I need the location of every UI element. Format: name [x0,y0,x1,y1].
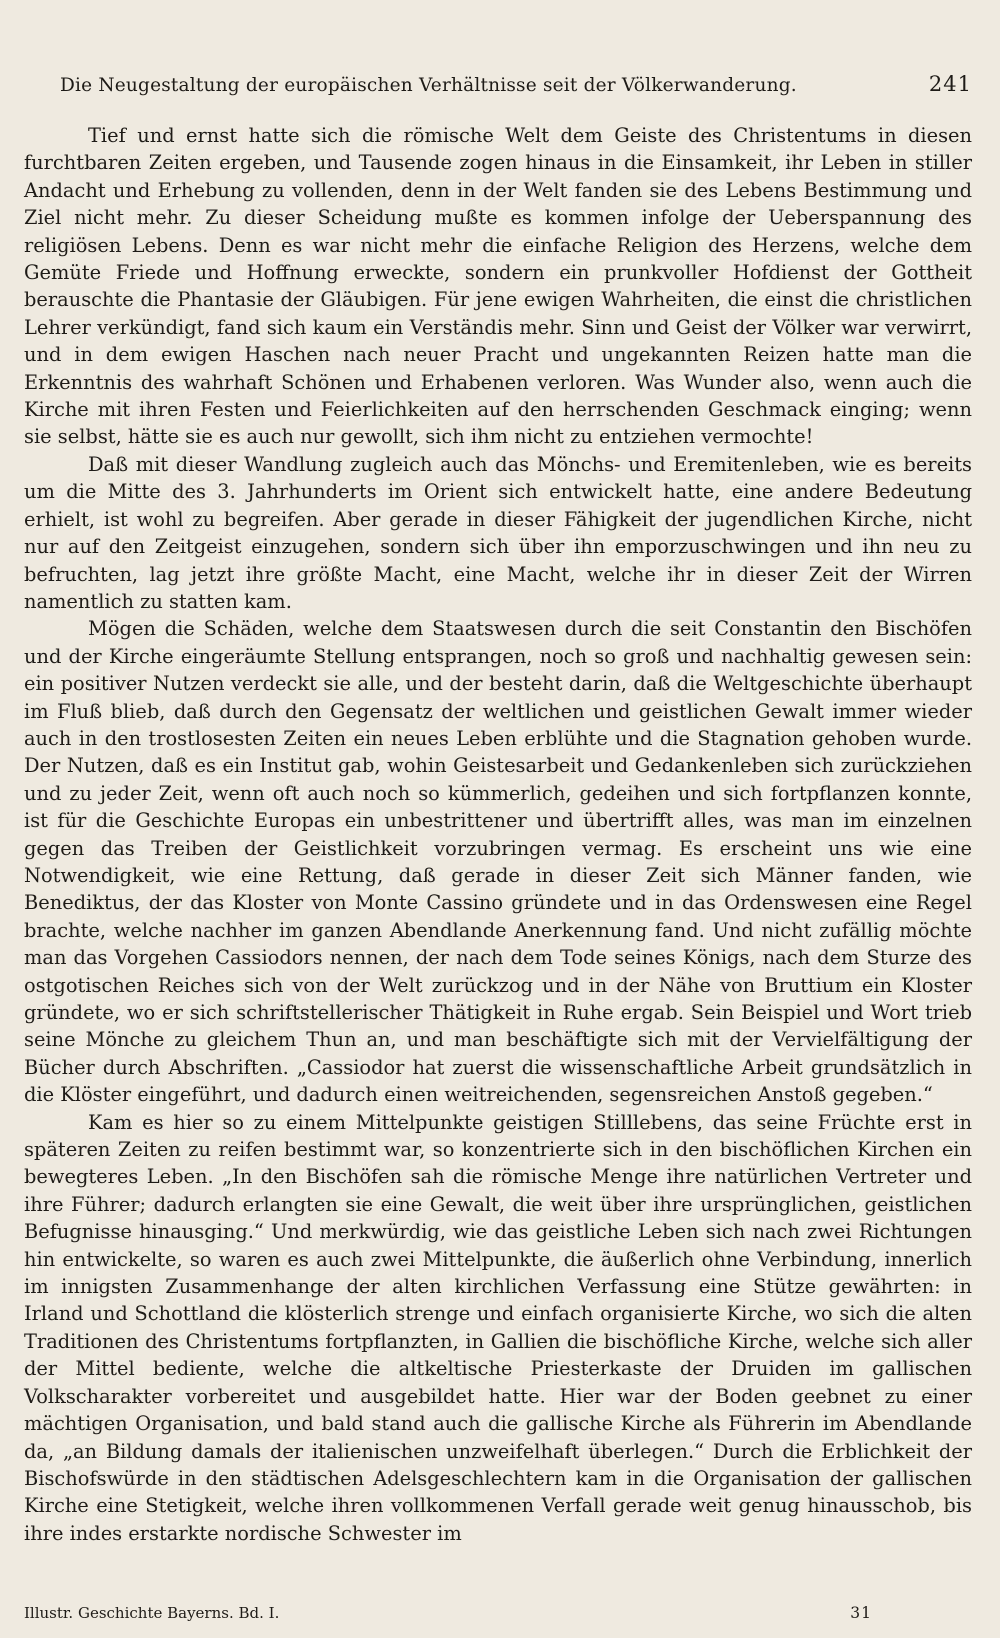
paragraph-1: Tief und ernst hatte sich die römische Welt dem Geiste des Christentums in diesen furchtbaren Zeiten ergeben, und Tausende zogen hinaus in die Einsamkeit, ihr Leben in stiller Andacht und Erhebung zu vollenden, denn in der Welt fanden sie des Lebens Bestimmung und Ziel nicht mehr. Zu dieser Scheidung mußte es kommen infolge der Ueberspannung des religiösen Lebens. Denn es war nicht mehr die einfache Religion des Herzens, welche dem Gemüte Friede und Hoffnung erweckte, sondern ein prunkvoller Hofdienst der Gottheit berauschte die Phantasie der Gläubigen. Für jene ewigen Wahrheiten, die einst die christlichen Lehrer verkündigt, fand sich kaum ein Verständis mehr. Sinn und Geist der Völker war verwirrt, und in dem ewigen Haschen nach neuer Pracht und ungekannten Reizen hatte man die Erkenntnis des wahrhaft Schönen und Erhabenen verloren. Was Wunder also, wenn auch die Kirche mit ihren Festen und Feierlichkeiten auf den herrschenden Geschmack einging; wenn sie selbst, hätte sie es auch nur gewollt, sich ihm nicht zu entziehen vermochte! [24,124,972,449]
paragraph-2: Daß mit dieser Wandlung zugleich auch das Mönchs- und Eremitenleben, wie es bereits um die Mitte des 3. Jahrhunderts im Orient sich entwickelt hatte, eine andere Bedeutung erhielt, ist wohl zu begreifen. Aber gerade in dieser Fähigkeit der jugendlichen Kirche, nicht nur auf den Zeitgeist einzugehen, sondern sich über ihn emporzuschwingen und ihn neu zu befruchten, lag jetzt ihre größte Macht, eine Macht, welche ihr in dieser Zeit der Wirren namentlich zu statten kam. [24,452,972,613]
footer-book-title: Illustr. Geschichte Bayerns. Bd. I. [24,1604,280,1622]
running-title: Die Neugestaltung der europäischen Verhältnisse seit der Völkerwanderung. [60,75,797,96]
signature-mark: 31 [850,1604,872,1622]
running-header [60,72,972,96]
paragraph-4: Kam es hier so zu einem Mittelpunkte geistigen Stilllebens, das seine Früchte erst in späteren Zeiten zu reifen bestimmt war, so konzentrierte sich in den bischöflichen Kirchen ein bewegteres Leben. „In den Bischöfen sah die römische Menge ihre natürlichen Vertreter und ihre Führer; dadurch erlangten sie eine Gewalt, die weit über ihre ursprünglichen, geistlichen Befugnisse hinausging.“ Und merkwürdig, wie das geistliche Leben sich nach zwei Richtungen hin entwickelte, so waren es auch zwei Mittelpunkte, die äußerlich ohne Verbindung, innerlich im innigsten Zusammenhange der alten kirchlichen Verfassung eine Stütze gewährten: in Irland und Schottland die klösterlich strenge und einfach organisierte Kirche, wo sich die alten Traditionen des Christentums fortpflanzten, in Gallien die bischöfliche Kirche, welche sich aller der Mittel bediente, welche die altkeltische Priesterkaste der Druiden im gallischen Volkscharakter vorbereitet und ausgebildet hatte. Hier war der Boden geebnet zu einer mächtigen Organisation, und bald stand auch die gallische Kirche als Führerin im Abendlande da, „an Bildung damals der italienischen unzweifelhaft überlegen.“ Durch die Erblichkeit der Bischofswürde in den städtischen Adelsgeschlechtern kam in die Organisation der gallischen Kirche eine Stetigkeit, welche ihren vollkommenen Verfall gerade weit genug hinausschob, bis ihre indes erstarkte nordische Schwester im [24,1110,972,1545]
page-footer [24,1604,972,1622]
body-text [24,122,972,1547]
paragraph-3: Mögen die Schäden, welche dem Staatswesen durch die seit Constantin den Bischöfen und der Kirche eingeräumte Stellung entsprangen, noch so groß und nachhaltig gewesen sein: ein positiver Nutzen verdeckt sie alle, und der besteht darin, daß die Weltgeschichte überhaupt im Fluß blieb, daß durch den Gegensatz der weltlichen und geistlichen Gewalt immer wieder auch in den trostlosesten Zeiten ein neues Leben erblühte und die Stagnation gehoben wurde. Der Nutzen, daß es ein Institut gab, wohin Geistesarbeit und Gedankenleben sich zurückziehen und zu jeder Zeit, wenn oft auch noch so kümmerlich, gedeihen und sich fortpflanzen konnte, ist für die Geschichte Europas ein unbestrittener und übertrifft alles, was man im einzelnen gegen das Treiben der Geistlichkeit vorzubringen vermag. Es erscheint uns wie eine Notwendigkeit, wie eine Rettung, daß gerade in dieser Zeit sich Männer fanden, wie Benediktus, der das Kloster von Monte Cassino gründete und in das Ordenswesen eine Regel brachte, welche nachher im ganzen Abendlande Anerkennung fand. Und nicht zufällig möchte man das Vorgehen Cassiodors nennen, der nach dem Tode seines Königs, nach dem Sturze des ostgotischen Reiches sich von der Welt zurückzog und in der Nähe von Bruttium ein Kloster gründete, wo er sich schriftstellerischer Thätigkeit in Ruhe ergab. Sein Beispiel und Wort trieb seine Mönche zu gleichem Thun an, und man beschäftigte sich mit der Vervielfältigung der Bücher durch Abschriften. „Cassiodor hat zuerst die wissenschaftliche Arbeit grundsätzlich in die Klöster eingeführt, und dadurch einen weitreichenden, segensreichen Anstoß gegeben.“ [24,617,972,1107]
page-number: 241 [928,72,972,96]
